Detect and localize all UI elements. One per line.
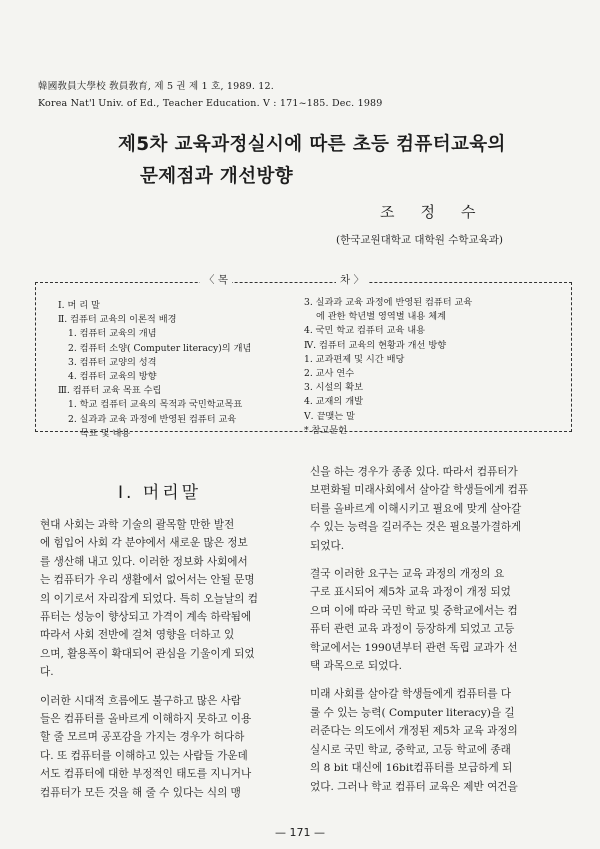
- toc-item: 2. 교사 연수: [304, 368, 355, 380]
- text-line: 보편화될 미래사회에서 살아갈 학생들에게 컴퓨: [310, 484, 529, 497]
- left-text-column: [40, 516, 292, 802]
- toc-item: 4. 국민 학교 컴퓨터 교육 내용: [304, 325, 425, 337]
- text-line: 러준다는 의도에서 개정된 제5차 교육 과정의: [310, 725, 518, 738]
- page-number: — 171 —: [275, 826, 325, 839]
- author-name: 조정수: [380, 203, 502, 221]
- toc-item: 3. 시설의 확보: [304, 382, 363, 394]
- text-line: 는 컴퓨터가 우리 생활에서 없어서는 안될 문명: [40, 574, 255, 587]
- toc-item: 4. 교재의 개발: [304, 396, 363, 408]
- text-line: 다. 또 컴퓨터를 이해하고 있는 사람들 가운데: [40, 749, 248, 762]
- text-line: 현대 사회는 과학 기술의 괄목할 만한 발전: [40, 519, 235, 531]
- toc-item: 4. 컴퓨터 교육의 방향: [68, 371, 157, 383]
- text-line: 으며, 활용폭이 확대되어 관심을 기울이게 되었: [40, 647, 255, 660]
- text-line: 이러한 시대적 흐름에도 불구하고 많은 사람: [40, 694, 242, 707]
- toc-item: 3. 컴퓨터 교양의 성격: [68, 356, 157, 368]
- toc-item: 1. 컴퓨터 교육의 개념: [68, 328, 157, 340]
- text-line: 수 있는 능력을 길러주는 것은 필요불가결하게: [310, 521, 522, 534]
- toc-item: 2. 실과과 교육 과정에 반영된 컴퓨터 교육: [68, 413, 237, 425]
- toc-label-left: 〈 목: [200, 272, 232, 287]
- text-line: 터를 올바르게 이해시키고 필요에 맞게 살아갈: [310, 502, 522, 515]
- toc-item: 목표 및 내용: [80, 427, 131, 439]
- toc-item: Ⅳ. 컴퓨터 교육의 현황과 개선 방향: [304, 339, 447, 351]
- text-line: 으며 이에 따라 국민 학교 및 중학교에서는 컴: [310, 604, 518, 617]
- text-line: 룰 수 있는 능력( Computer literacy)을 길: [310, 706, 515, 719]
- text-line: 신을 하는 경우가 종종 있다. 따라서 컴퓨터가: [310, 466, 518, 478]
- right-text-column: [310, 463, 568, 796]
- text-line: [310, 555, 568, 565]
- text-line: 들은 컴퓨터를 올바르게 이해하지 못하고 이용: [40, 713, 252, 726]
- text-line: 결국 이러한 요구는 교육 과정의 개정의 요: [310, 568, 505, 581]
- toc-left-column: [58, 299, 251, 441]
- toc-item: Ⅱ. 컴퓨터 교육의 이론적 배경: [58, 314, 177, 326]
- toc-item: 1. 학교 컴퓨터 교육의 목적과 국민학교목표: [68, 399, 243, 411]
- toc-item: * 참고문헌: [304, 424, 348, 436]
- author-affiliation: (한국교원대학교 대학원 수학교육과): [336, 234, 504, 246]
- text-line: 실시로 국민 학교, 중학교, 고등 학교에 종래: [310, 743, 511, 756]
- text-line: 컴퓨터가 모든 것을 해 줄 수 있다는 식의 맹: [40, 786, 241, 799]
- text-line: 택 과목으로 되었다.: [310, 660, 402, 673]
- text-line: 의 이기로서 자리잡게 되었다. 특히 오늘날의 컴: [40, 592, 259, 605]
- text-line: 서도 컴퓨터에 대한 부정적인 태도를 지니거나: [40, 768, 252, 781]
- text-line: [40, 682, 292, 692]
- text-line: 퓨터 관련 교육 과정이 등장하게 되었고 고등: [310, 623, 515, 636]
- text-line: 미래 사회를 살아갈 학생들에게 컴퓨터를 다: [310, 688, 512, 701]
- text-line: 되었다.: [310, 539, 345, 552]
- text-line: 다.: [40, 666, 54, 679]
- paper-title-line2: 문제점과 개선방향: [140, 166, 294, 187]
- text-line: [310, 675, 568, 685]
- toc-item: Ⅰ. 머 리 말: [58, 300, 100, 311]
- toc-item: Ⅴ. 끝맺는 말: [304, 410, 355, 422]
- text-line: 따라서 사회 전반에 걸쳐 영향을 더하고 있: [40, 629, 235, 642]
- toc-item: 1. 교과편제 및 시간 배당: [304, 353, 405, 365]
- text-line: 를 생산해 내고 있다. 이러한 정보화 사회에서: [40, 555, 248, 568]
- text-line: 퓨터는 성능이 향상되고 가격이 계속 하락됨에: [40, 611, 252, 624]
- text-line: 었다. 그러나 학교 컴퓨터 교육은 제반 여건을: [310, 780, 518, 793]
- toc-item: 3. 실과과 교육 과정에 반영된 컴퓨터 교육: [304, 297, 473, 308]
- toc-label-right: 차 〉: [336, 272, 368, 287]
- text-line: 학교에서는 1990년부터 관련 독립 교과가 선: [310, 641, 518, 654]
- journal-header-english: Korea Nat'l Univ. of Ed., Teacher Education. V : 171~185. Dec. 1989: [38, 98, 383, 109]
- toc-item: 2. 컴퓨터 소양( Computer literacy)의 개념: [68, 342, 252, 354]
- toc-item: 에 관한 학년별 영역별 내용 체계: [316, 311, 446, 323]
- text-line: 구로 표시되어 제5차 교육 과정이 개정 되었: [310, 586, 511, 599]
- text-line: 할 줄 모르며 공포감을 가지는 경우가 허다하: [40, 731, 245, 744]
- paper-title-line1: 제5차 교육과정실시에 따른 초등 컴퓨터교육의: [118, 134, 506, 155]
- toc-item: Ⅲ. 컴퓨터 교육 목표 수립: [58, 385, 162, 397]
- section-heading: Ⅰ. 머리말: [118, 483, 202, 503]
- text-line: 의 8 bit 대신에 16bit컴퓨터를 보급하게 되: [310, 762, 513, 775]
- toc-right-column: [304, 296, 472, 438]
- text-line: 에 힘입어 사회 각 분야에서 새로운 많은 정보: [40, 537, 248, 550]
- journal-header-korean: 韓國敎員大學校 敎員敎育, 제 5 권 제 1 호, 1989. 12.: [38, 81, 275, 92]
